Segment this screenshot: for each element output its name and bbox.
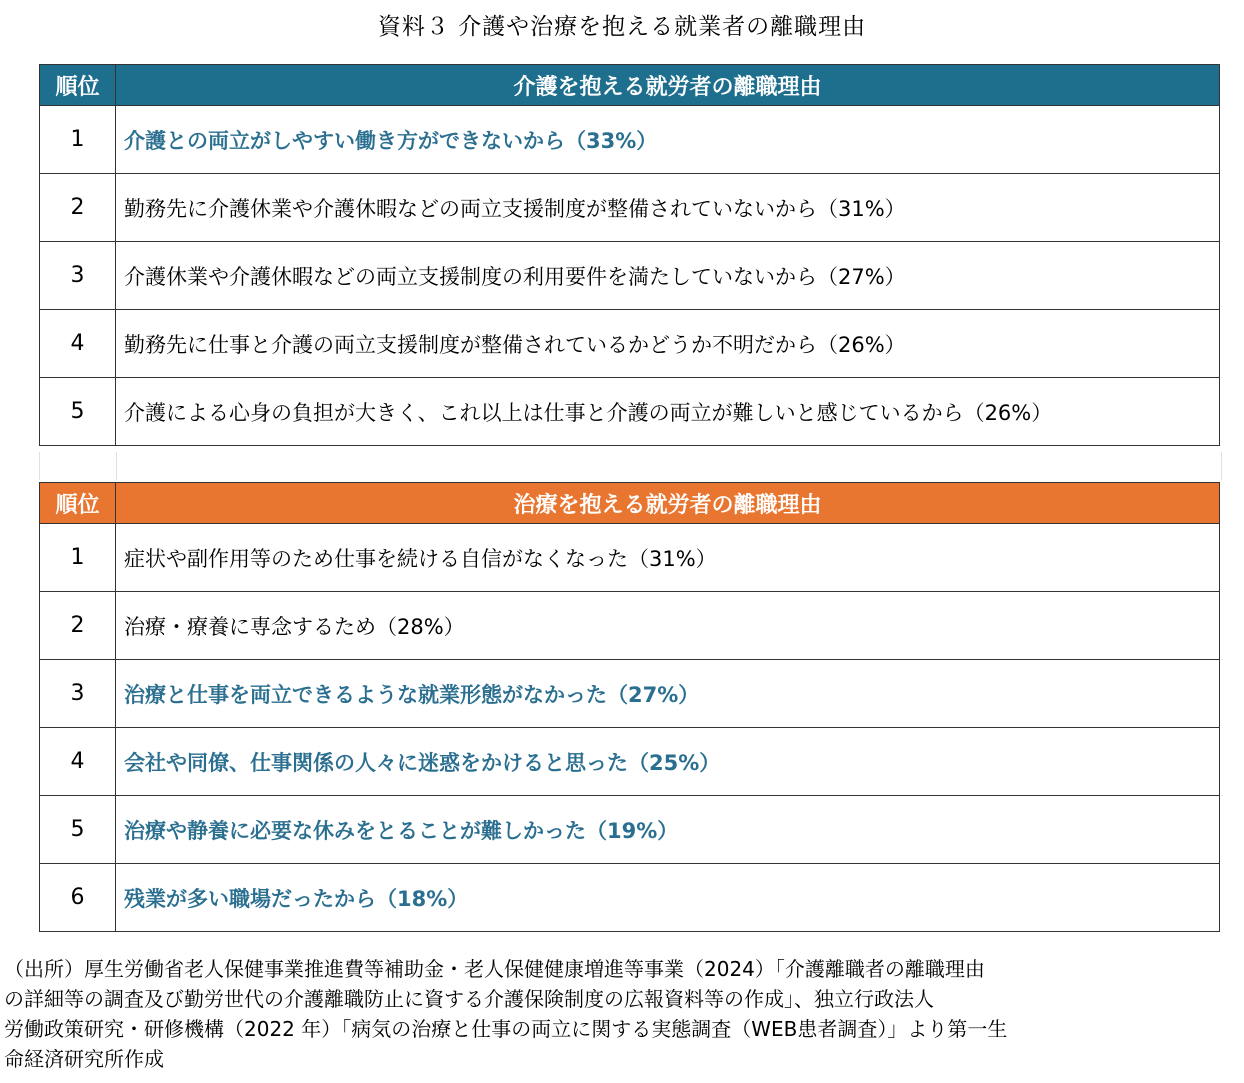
table-row xyxy=(40,592,1220,660)
rank-header: 順位 xyxy=(40,483,116,524)
reason-cell: 残業が多い職場だったから（18%） xyxy=(116,864,1220,932)
document-title: 資料３ 介護や治療を抱える就業者の離職理由 xyxy=(377,14,867,40)
table-row xyxy=(40,728,1220,796)
treatment-header: 治療を抱える就労者の離職理由 xyxy=(116,483,1220,524)
rank-cell: 4 xyxy=(40,728,116,796)
reason-cell: 治療や静養に必要な休みをとることが難しかった（19%） xyxy=(116,796,1220,864)
reason-cell: 会社や同僚、仕事関係の人々に迷惑をかけると思った（25%） xyxy=(116,728,1220,796)
treatment-reasons-table xyxy=(39,482,1220,932)
reason-cell: 勤務先に介護休業や介護休暇などの両立支援制度が整備されていないから（31%） xyxy=(116,174,1220,242)
reason-cell: 症状や副作用等のため仕事を続ける自信がなくなった（31%） xyxy=(116,524,1220,592)
rank-cell: 1 xyxy=(40,106,116,174)
table-row xyxy=(40,310,1220,378)
table-row xyxy=(40,864,1220,932)
rank-cell: 1 xyxy=(40,524,116,592)
reason-cell: 介護による心身の負担が大きく、これ以上は仕事と介護の両立が難しいと感じているから（26%） xyxy=(116,378,1220,446)
reason-cell: 治療・療養に専念するため（28%） xyxy=(116,592,1220,660)
table-row xyxy=(40,524,1220,592)
reason-cell: 介護休業や介護休暇などの両立支援制度の利用要件を満たしていないから（27%） xyxy=(116,242,1220,310)
rank-cell: 5 xyxy=(40,378,116,446)
table-row xyxy=(40,660,1220,728)
table-row xyxy=(40,378,1220,446)
reason-cell: 勤務先に仕事と介護の両立支援制度が整備されているかどうか不明だから（26%） xyxy=(116,310,1220,378)
rank-cell: 4 xyxy=(40,310,116,378)
table-row xyxy=(40,242,1220,310)
rank-cell: 2 xyxy=(40,592,116,660)
rank-cell: 5 xyxy=(40,796,116,864)
caregiving-reasons-table xyxy=(39,64,1220,446)
caregiving-header: 介護を抱える就労者の離職理由 xyxy=(116,65,1220,106)
rank-header: 順位 xyxy=(40,65,116,106)
table-spacer xyxy=(39,452,1222,480)
rank-cell: 3 xyxy=(40,660,116,728)
reason-cell: 介護との両立がしやすい働き方ができないから（33%） xyxy=(116,106,1220,174)
source-note: （出所）厚生労働省老人保健事業推進費等補助金・老人保健健康増進等事業（2024）「介護離職者の離職理由 の詳細等の調査及び勤労世代の介護離職防止に資する介護保険制度の広報資料等の作成」、独立行政法人 労働政策研究・研修機構（2022 年）「病気の治療と仕事の両立に関する実態調査（WEB患者調査）」より第一生 命経済研究所作成 xyxy=(4,957,1008,1071)
table-row xyxy=(40,106,1220,174)
rank-cell: 6 xyxy=(40,864,116,932)
rank-cell: 2 xyxy=(40,174,116,242)
table-header-row xyxy=(40,483,1220,524)
table-header-row xyxy=(40,65,1220,106)
table-row xyxy=(40,796,1220,864)
table-row xyxy=(40,174,1220,242)
reason-cell: 治療と仕事を両立できるような就業形態がなかった（27%） xyxy=(116,660,1220,728)
rank-cell: 3 xyxy=(40,242,116,310)
